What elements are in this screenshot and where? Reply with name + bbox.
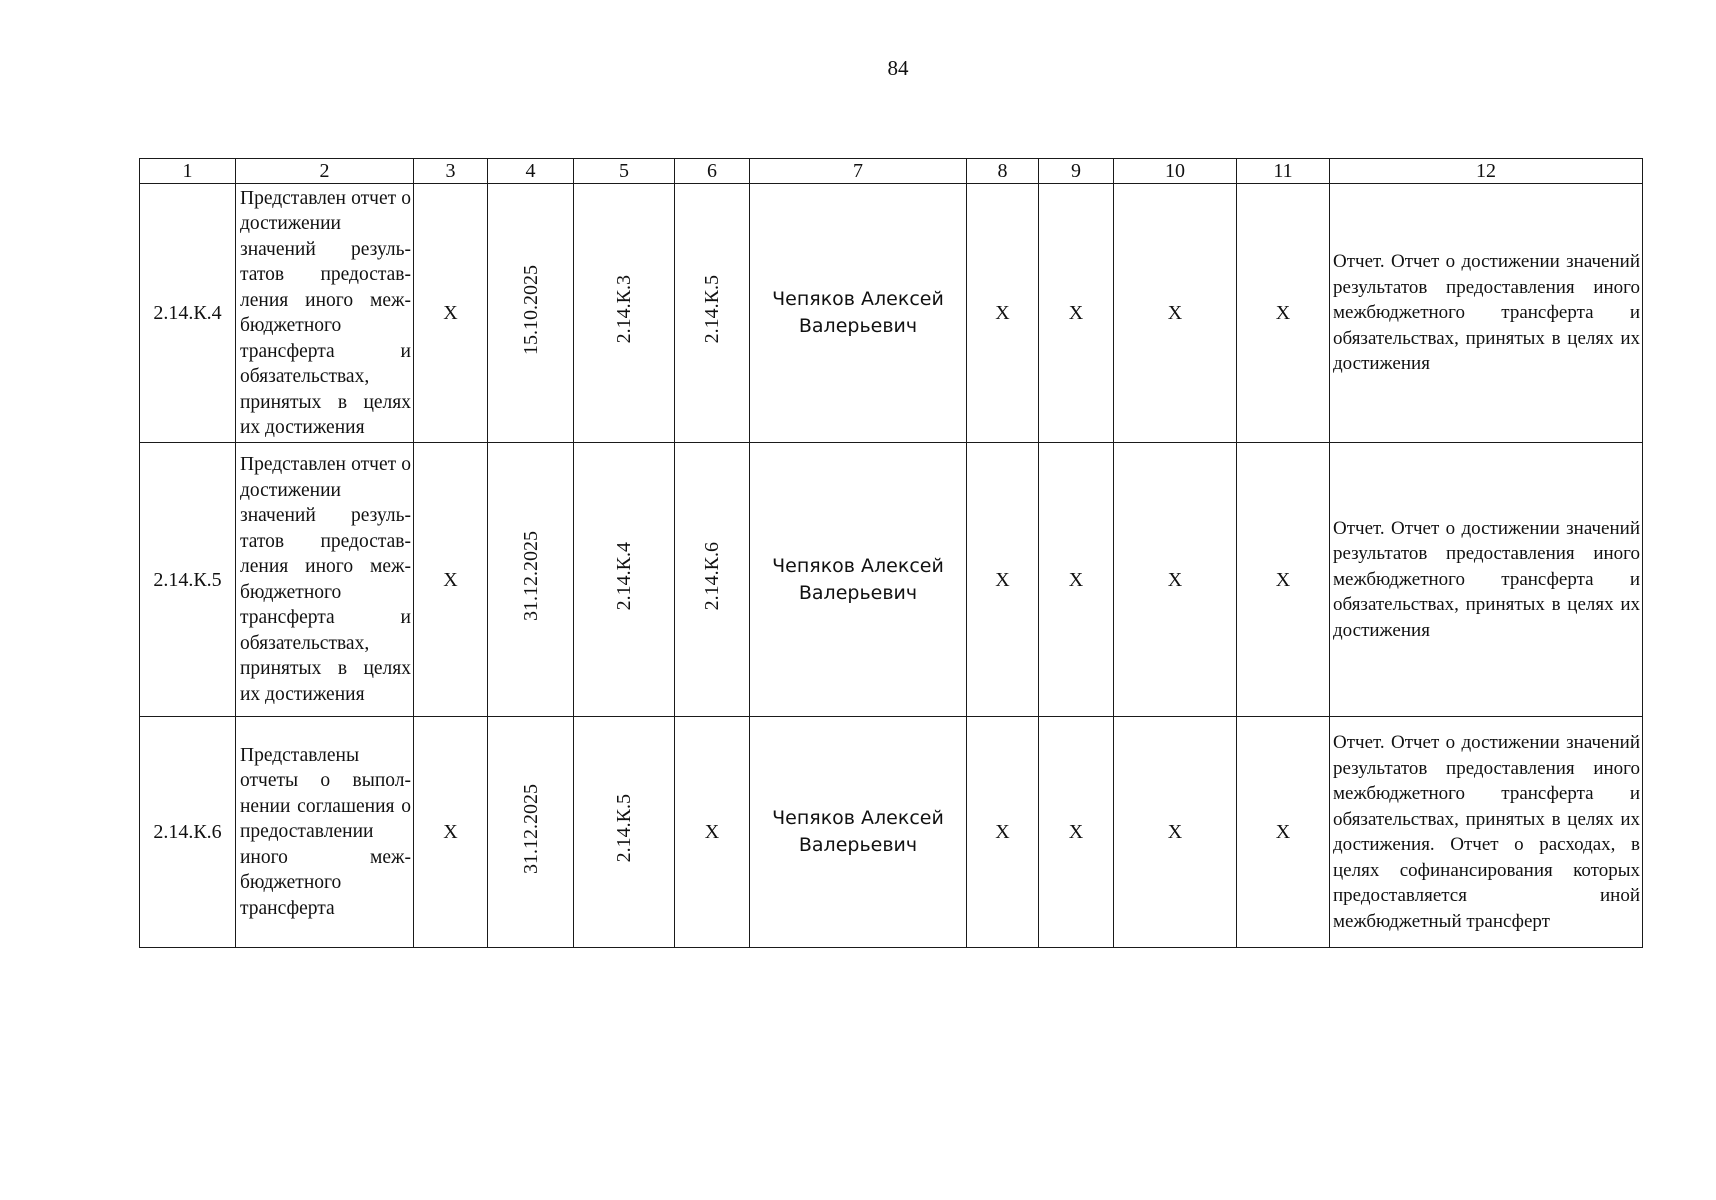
row-col9: X (1039, 184, 1114, 443)
row-col6-cell (675, 443, 750, 717)
row-col6: X (675, 717, 750, 948)
row-col9: X (1039, 443, 1114, 717)
row-col5-cell (574, 717, 675, 948)
row-code: 2.14.К.4 (140, 184, 236, 443)
row-col11: X (1237, 717, 1330, 948)
row-col3: X (414, 443, 488, 717)
column-header: 2 (236, 159, 414, 184)
row-col11: X (1237, 443, 1330, 717)
row-col5-cell (574, 443, 675, 717)
column-header: 9 (1039, 159, 1114, 184)
row-predecessor: 2.14.К.5 (613, 794, 635, 863)
column-header: 6 (675, 159, 750, 184)
row-code: 2.14.К.5 (140, 443, 236, 717)
row-date: 15.10.2025 (519, 264, 542, 355)
column-header: 8 (967, 159, 1039, 184)
data-table (139, 158, 1643, 948)
row-col3: X (414, 184, 488, 443)
row-date-cell (488, 717, 574, 948)
row-date: 31.12.2025 (519, 783, 542, 874)
row-col8: X (967, 184, 1039, 443)
column-header: 5 (574, 159, 675, 184)
row-description: Представлен отчет о достижении значений результатов предоставления иного межбюджетного трансферта и обязательствах, принятых в целях их достижения (236, 443, 414, 717)
column-header: 12 (1330, 159, 1643, 184)
row-col10: X (1114, 443, 1237, 717)
row-col10: X (1114, 717, 1237, 948)
row-responsible: Чепяков Алексей Валерьевич (750, 717, 967, 948)
row-col9: X (1039, 717, 1114, 948)
row-col3: X (414, 717, 488, 948)
row-col10: X (1114, 184, 1237, 443)
row-code: 2.14.К.6 (140, 717, 236, 948)
row-note: Отчет. Отчет о достижении значений результатов предоставления иного межбюджетного трансферта и обязательствах, принятых в целях их достижения (1330, 184, 1643, 443)
row-note: Отчет. Отчет о достижении значений результатов предоставления иного межбюджетного трансферта и обязательствах, принятых в целях их достижения. Отчет о расходах, в целях софинансирования которых предоставляется иной межбюджетный трансферт (1330, 717, 1643, 948)
row-col8: X (967, 717, 1039, 948)
row-successor: 2.14.К.5 (701, 275, 723, 344)
column-header: 11 (1237, 159, 1330, 184)
row-date: 31.12.2025 (519, 531, 542, 621)
row-col8: X (967, 443, 1039, 717)
row-successor: 2.14.К.6 (701, 541, 723, 611)
page-number: 84 (887, 56, 909, 80)
table-row (140, 443, 1643, 717)
row-col5-cell (574, 184, 675, 443)
row-date-cell (488, 443, 574, 717)
header-row (140, 159, 1643, 184)
column-header: 4 (488, 159, 574, 184)
row-responsible: Чепяков Алексей Валерьевич (750, 443, 967, 717)
column-header: 7 (750, 159, 967, 184)
table-row (140, 717, 1643, 948)
row-description: Представлены отчеты о выполнении соглашения о предоставлении иного межбюджетного трансферта (236, 717, 414, 948)
row-note: Отчет. Отчет о достижении значений результатов предоставления иного межбюджетного трансферта и обязательствах, принятых в целях их достижения (1330, 443, 1643, 717)
row-predecessor: 2.14.К.4 (613, 541, 635, 611)
row-predecessor: 2.14.К.3 (613, 275, 635, 344)
row-responsible: Чепяков Алексей Валерьевич (750, 184, 967, 443)
row-col11: X (1237, 184, 1330, 443)
table-row (140, 184, 1643, 443)
column-header: 10 (1114, 159, 1237, 184)
row-description: Представлен отчет о достижении значений результатов предоставления иного межбюджетного трансферта и обязательствах, принятых в целях их достижения (236, 184, 414, 443)
column-header: 3 (414, 159, 488, 184)
row-date-cell (488, 184, 574, 443)
row-col6-cell (675, 184, 750, 443)
column-header: 1 (140, 159, 236, 184)
